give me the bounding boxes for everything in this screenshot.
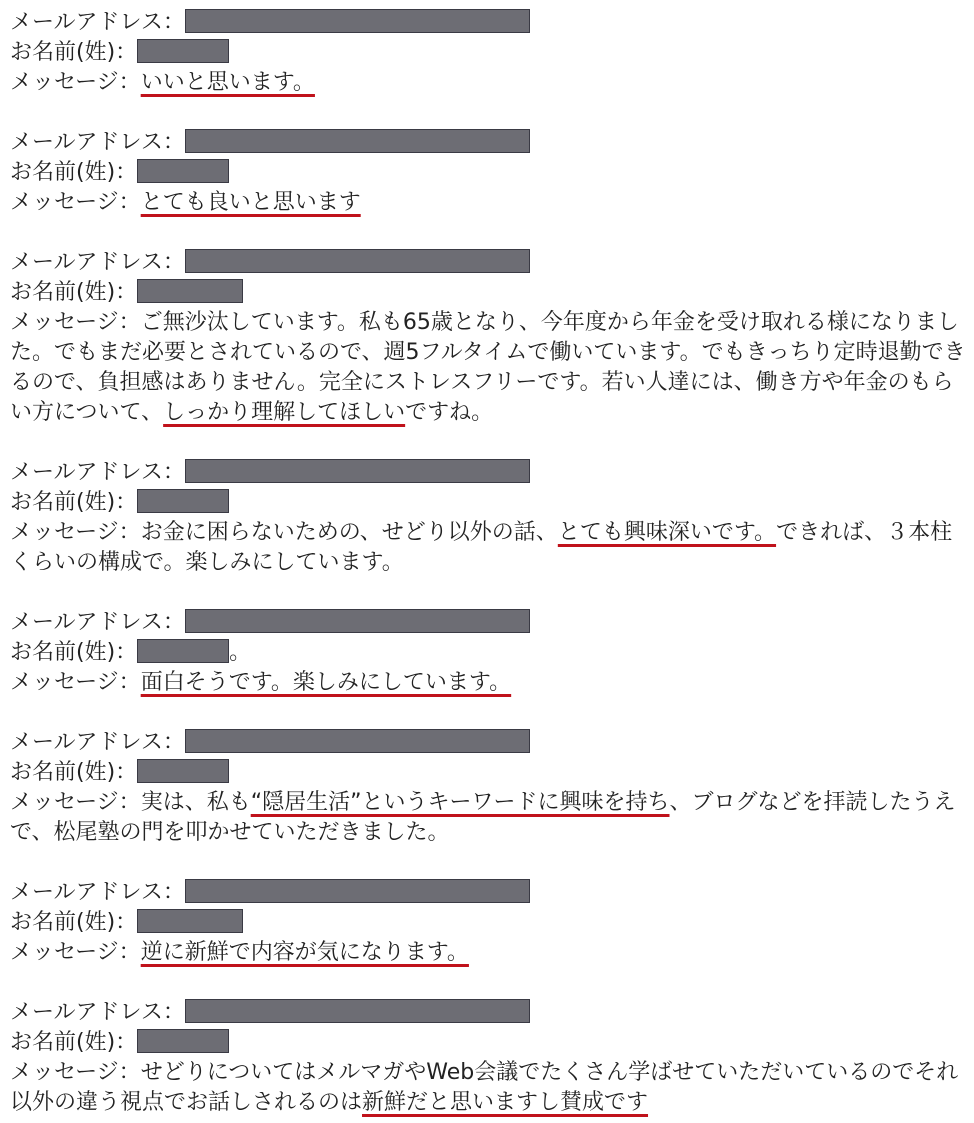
message-highlight: しっかり理解してほしい (163, 400, 406, 425)
name-redaction (137, 1029, 229, 1053)
name-row (10, 38, 972, 68)
name-redaction (137, 279, 243, 303)
message-highlight: 新鮮だと思いますし賛成です (362, 1090, 649, 1115)
entry-2 (10, 128, 972, 218)
message-highlight: いいと思います。 (140, 70, 315, 95)
email-redaction (185, 879, 530, 903)
message-text-after: 、ブログなどを拝読したうえで、松尾塾の門を叩かせていただきました。 (10, 790, 956, 845)
email-label: メールアドレス： (10, 610, 185, 635)
email-label: メールアドレス： (10, 1000, 185, 1025)
message-highlight: とても良いと思います (140, 190, 361, 215)
email-row (10, 8, 972, 38)
message-label: メッセージ： (10, 70, 141, 95)
email-label: メールアドレス： (10, 130, 185, 155)
name-label: お名前(姓)： (10, 280, 138, 305)
message-label: メッセージ： (10, 670, 141, 695)
entry-4 (10, 458, 972, 578)
email-label: メールアドレス： (10, 880, 185, 905)
message-text-after: ですね。 (405, 400, 494, 425)
entry-1 (10, 8, 972, 98)
message-label: メッセージ： (10, 520, 141, 545)
email-row (10, 998, 972, 1028)
email-label: メールアドレス： (10, 10, 185, 35)
email-row (10, 608, 972, 638)
email-label: メールアドレス： (10, 460, 185, 485)
name-redaction (137, 489, 229, 513)
email-redaction (185, 129, 530, 153)
email-redaction (185, 9, 530, 33)
message-row (10, 668, 972, 698)
message-highlight: 面白そうです。楽しみにしています。 (140, 670, 512, 695)
name-suffix: 。 (229, 640, 252, 665)
name-redaction (137, 159, 229, 183)
name-row (10, 758, 972, 788)
email-redaction (185, 999, 530, 1023)
name-redaction (137, 759, 229, 783)
name-label: お名前(姓)： (10, 760, 138, 785)
entry-7 (10, 878, 972, 968)
name-label: お名前(姓)： (10, 160, 138, 185)
name-row (10, 158, 972, 188)
email-redaction (185, 729, 530, 753)
name-redaction (137, 39, 229, 63)
message-text: ご無沙汰しています。私も65歳となり、今年度から年金を受け取れる様になりました。でもまだ必要とされているので、週5フルタイムで働いています。でもきっちり定時退勤できるので、負担感はありません。完全にストレスフリーです。若い人達には、働き方や年金のもらい方について、 (10, 310, 966, 425)
message-highlight: とても興味深いです。 (557, 520, 777, 545)
name-label: お名前(姓)： (10, 40, 138, 65)
message-row (10, 68, 972, 98)
message-label: メッセージ： (10, 790, 141, 815)
name-row (10, 638, 972, 668)
name-label: お名前(姓)： (10, 490, 138, 515)
name-row (10, 488, 972, 518)
email-row (10, 458, 972, 488)
message-row (10, 308, 972, 428)
name-row (10, 1028, 972, 1058)
message-row (10, 788, 972, 848)
name-label: お名前(姓)： (10, 1030, 138, 1055)
name-row (10, 278, 972, 308)
message-label: メッセージ： (10, 940, 141, 965)
message-highlight: 逆に新鮮で内容が気になります。 (140, 940, 469, 965)
email-label: メールアドレス： (10, 250, 185, 275)
name-row (10, 908, 972, 938)
message-row (10, 188, 972, 218)
name-redaction (137, 909, 243, 933)
message-label: メッセージ： (10, 1060, 141, 1085)
email-redaction (185, 609, 530, 633)
name-label: お名前(姓)： (10, 640, 138, 665)
message-row (10, 518, 972, 578)
entry-6 (10, 728, 972, 848)
message-highlight: “隠居生活”というキーワードに興味を持ち (250, 790, 670, 815)
entry-3 (10, 248, 972, 428)
email-redaction (185, 249, 530, 273)
name-redaction (137, 639, 229, 663)
email-row (10, 728, 972, 758)
message-text: せどりについてはメルマガやWeb会議でたくさん学ばせていただいているのでそれ以外の違う視点でお話しされるのは (10, 1060, 959, 1115)
message-text: お金に困らないための、せどり以外の話、 (140, 520, 558, 545)
email-label: メールアドレス： (10, 730, 185, 755)
email-row (10, 248, 972, 278)
message-text: 実は、私も (140, 790, 251, 815)
message-label: メッセージ： (10, 190, 141, 215)
email-row (10, 878, 972, 908)
name-label: お名前(姓)： (10, 910, 138, 935)
message-row (10, 938, 972, 968)
message-label: メッセージ： (10, 310, 141, 335)
email-row (10, 128, 972, 158)
entry-5 (10, 608, 972, 698)
message-text-after: できれば、３本柱くらいの構成で。楽しみにしています。 (10, 520, 953, 575)
entry-8 (10, 998, 972, 1118)
email-redaction (185, 459, 530, 483)
message-row (10, 1058, 972, 1118)
